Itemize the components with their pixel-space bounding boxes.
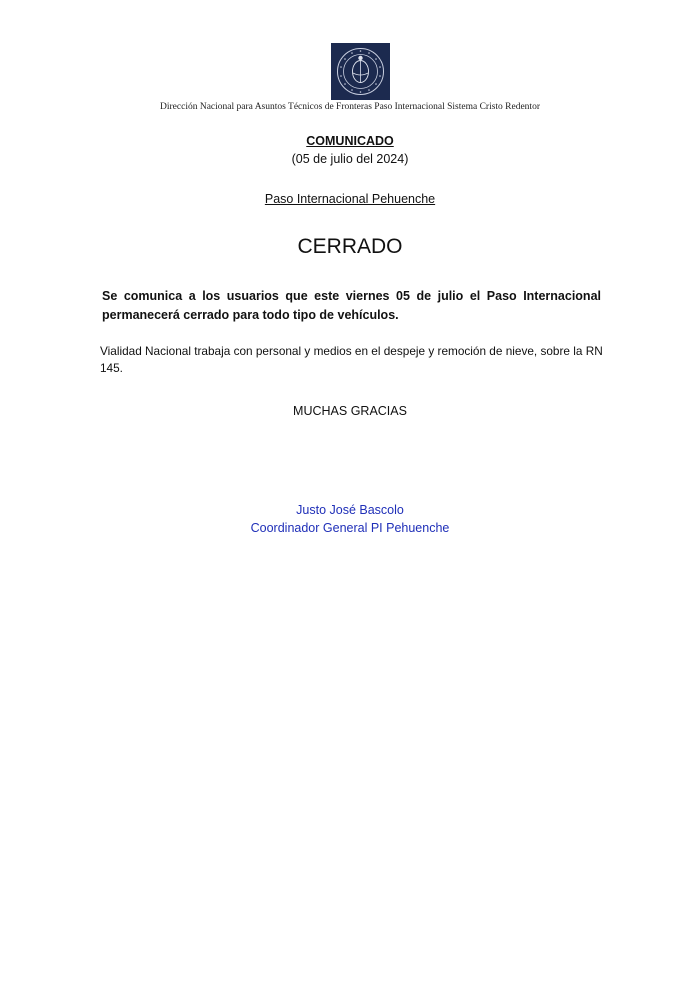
road-works-paragraph: Vialidad Nacional trabaja con personal y medios en el despeje y remoción de nieve, sobre la RN 145. xyxy=(100,344,603,375)
border-crossing-name: Paso Internacional Pehuenche xyxy=(264,192,436,206)
status-heading: CERRADO xyxy=(297,235,403,258)
signatory-name: Justo José Bascolo xyxy=(296,503,404,517)
closure-notice xyxy=(102,287,601,325)
national-seal-icon xyxy=(331,43,390,100)
institution-header: Dirección Nacional para Asuntos Técnicos de Fronteras Paso Internacional Sistema Cristo Redentor xyxy=(160,102,540,112)
communique-date: (05 de julio del 2024) xyxy=(291,152,409,166)
closing-thanks: MUCHAS GRACIAS xyxy=(293,404,407,418)
closure-notice-line-2: permanecerá cerrado para todo tipo de vehículos. xyxy=(102,308,399,322)
signatory-role: Coordinador General PI Pehuenche xyxy=(250,521,450,535)
communique-title: COMUNICADO xyxy=(306,134,394,148)
closure-notice-line-1: Se comunica a los usuarios que este viernes 05 de julio el Paso Internacional xyxy=(102,289,601,303)
